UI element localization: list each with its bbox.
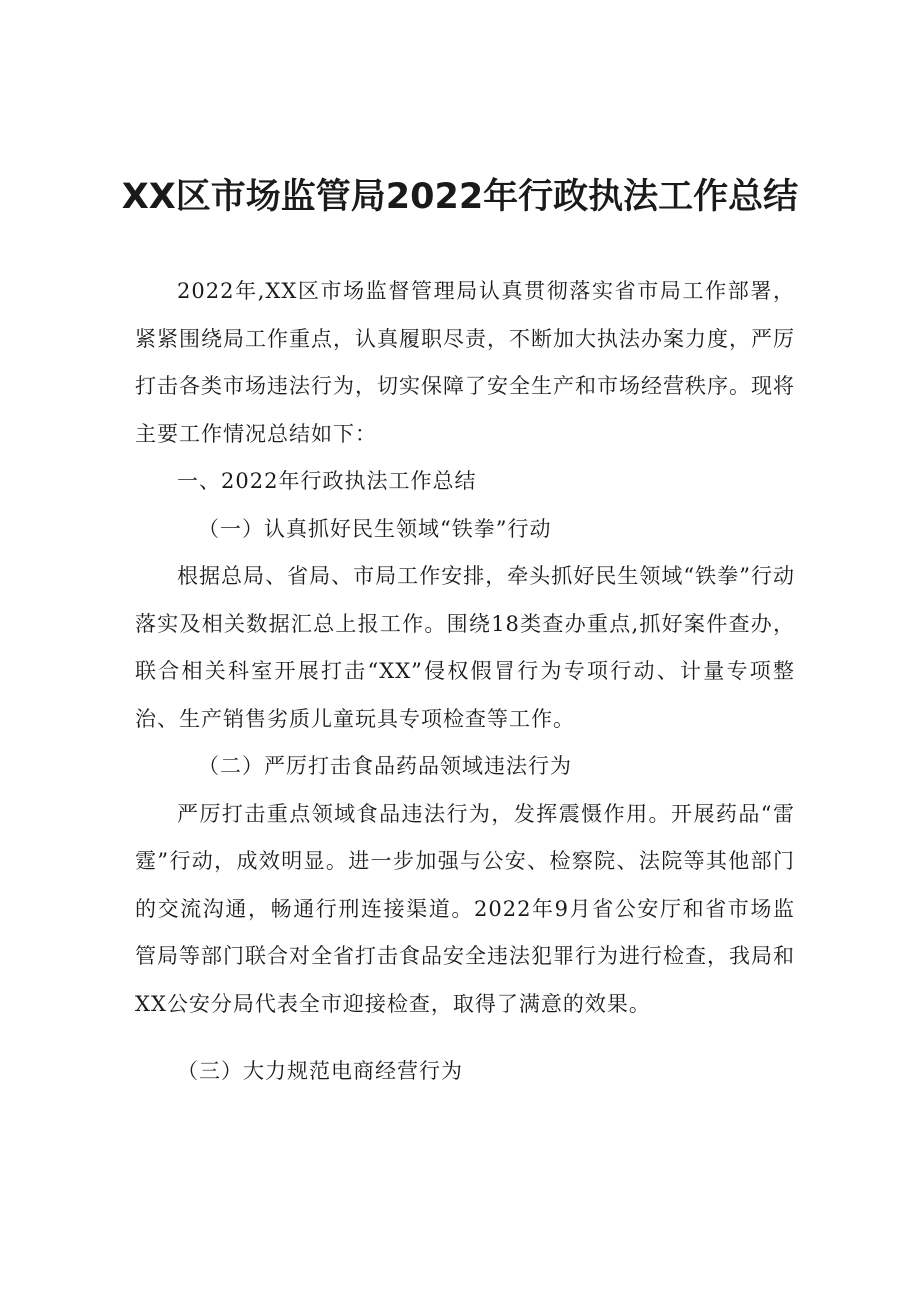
subsection-paragraph-1: 根据总局、省局、市局工作安排，牵头抓好民生领域“铁拳”行动落实及相关数据汇总上报工作。围绕18类查办重点,抓好案件查办，联合相关科室开展打击“XX”侵权假冒行为专项行动、计量专项整治、生产销售劣质儿童玩具专项检查等工作。 xyxy=(135,564,795,731)
document-title: XX区市场监管局2022年行政执法工作总结 xyxy=(121,177,799,217)
subsection-paragraph-2: 严厉打击重点领域食品违法行为，发挥震慑作用。开展药品“雷霆”行动，成效明显。进一步加强与公安、检察院、法院等其他部门的交流沟通，畅通行刑连接渠道。2022年9月省公安厅和省市场监管局等部门联合对全省打击食品安全违法犯罪行为进行检查，我局和XX公安分局代表全市迎接检查，取得了满意的效果。 xyxy=(135,801,795,1016)
intro-paragraph: 2022年,XX区市场监督管理局认真贯彻落实省市局工作部署，紧紧围绕局工作重点，认真履职尽责，不断加大执法办案力度，严厉打击各类市场违法行为，切实保障了安全生产和市场经营秩序。现将主要工作情况总结如下： xyxy=(135,279,795,446)
paragraph-gap xyxy=(135,1028,795,1048)
subsection-heading-1: （一）认真抓好民生领域“铁拳”行动 xyxy=(198,516,552,541)
subsection-heading-3: （三）大力规范电商经营行为 xyxy=(177,1059,463,1083)
subsection-heading-2: （二）严厉打击食品药品领域违法行为 xyxy=(198,754,572,778)
document-body xyxy=(135,268,795,1096)
section-heading-1: 一、2022年行政执法工作总结 xyxy=(177,469,477,493)
